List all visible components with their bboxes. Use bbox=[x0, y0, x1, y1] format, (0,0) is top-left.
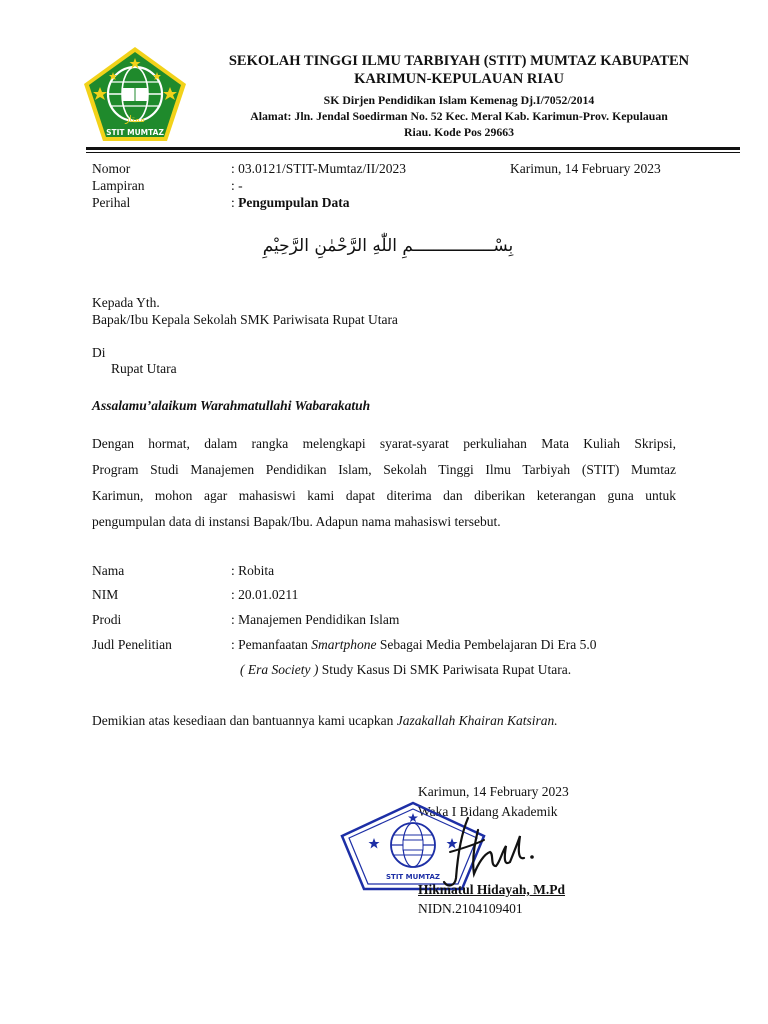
judul-value-line2 bbox=[240, 662, 571, 678]
header-rule-thick bbox=[86, 147, 740, 150]
lampiran-value: : - bbox=[231, 178, 243, 193]
institution-name bbox=[198, 52, 720, 88]
nama-value: : Robita bbox=[231, 563, 275, 578]
nim-value: : 20.01.0211 bbox=[231, 587, 299, 602]
judul-value bbox=[231, 637, 597, 653]
prodi-label: Prodi bbox=[92, 612, 122, 627]
lampiran-label: Lampiran bbox=[92, 178, 145, 193]
body-line-1: Dengan hormat, dalam rangka melengkapi syarat-syarat perkuliahan Mata Kuliah Skripsi, bbox=[92, 436, 676, 451]
body-line-4: pengumpulan data di instansi Bapak/Ibu. Adapun nama mahasiswi tersebut. bbox=[92, 514, 501, 529]
body-line-2: Program Studi Manajemen Pendidikan Islam, Sekolah Tinggi Ilmu Tarbiyah (STIT) Mumtaz bbox=[92, 462, 676, 477]
header-rule-thin bbox=[86, 152, 740, 153]
judul-prefix: : Pemanfaatan bbox=[231, 637, 312, 652]
perihal-value bbox=[231, 195, 350, 211]
judul2-rest: Study Kasus Di SMK Pariwisata Rupat Utara. bbox=[318, 662, 572, 677]
closing-sentence bbox=[92, 713, 558, 729]
letter-body bbox=[92, 431, 676, 535]
signatory-nidn: NIDN.2104109401 bbox=[418, 901, 523, 916]
nama-label: Nama bbox=[92, 563, 125, 578]
address-line1: Alamat: Jln. Jendal Soedirman No. 52 Kec. Meral Kab. Karimun-Prov. Kepulauan bbox=[250, 109, 668, 123]
recipient-di: Di bbox=[92, 345, 106, 360]
nim-label: NIM bbox=[92, 587, 119, 602]
closing-italic: Jazakallah Khairan Katsiran. bbox=[396, 713, 558, 728]
logo-arabic-text: ممتاز bbox=[125, 115, 145, 125]
logo-caption-text: STIT MUMTAZ bbox=[106, 128, 164, 137]
signature-date: Karimun, 14 February 2023 bbox=[418, 784, 569, 799]
institution-logo bbox=[80, 44, 190, 144]
closing-text: Demikian atas kesediaan dan bantuannya kami ucapkan bbox=[92, 713, 397, 728]
basmalah-calligraphy: بِسْــــــــــــــــمِ اللّٰهِ الرَّحْمٰنِ الرَّحِيْمِ bbox=[262, 236, 514, 256]
perihal-subject: Pengumpulan Data bbox=[238, 195, 350, 210]
institution-details bbox=[198, 92, 720, 140]
perihal-colon: : bbox=[231, 195, 239, 210]
nomor-label: Nomor bbox=[92, 161, 131, 176]
body-line-3: Karimun, mohon agar mahasiswi kami dapat diterima dan diberikan keterangan guna untuk bbox=[92, 488, 676, 503]
islamic-greeting: Assalamu’alaikum Warahmatullahi Wabarakatuh bbox=[92, 398, 371, 413]
recipient-place: Rupat Utara bbox=[111, 361, 177, 376]
stamp-caption: STIT MUMTAZ bbox=[386, 873, 440, 881]
judul-italic-word: Smartphone bbox=[311, 637, 377, 652]
institution-name-line1: SEKOLAH TINGGI ILMU TARBIYAH (STIT) MUMTAZ KABUPATEN bbox=[228, 53, 690, 69]
recipient-name: Bapak/Ibu Kepala Sekolah SMK Pariwisata Rupat Utara bbox=[92, 312, 398, 327]
institution-name-line2: KARIMUN-KEPULAUAN RIAU bbox=[354, 71, 564, 87]
judul-label: Judl Penelitian bbox=[92, 637, 172, 652]
judul-rest: Sebagai Media Pembelajaran Di Era 5.0 bbox=[376, 637, 597, 652]
address-line2: Riau. Kode Pos 29663 bbox=[403, 125, 515, 139]
decree-number: SK Dirjen Pendidikan Islam Kemenag Dj.I/7052/2014 bbox=[323, 93, 595, 107]
signatory-name: Hikmatul Hidayah, M.Pd bbox=[418, 882, 566, 897]
judul2-italic: ( Era Society ) bbox=[240, 662, 319, 677]
handwritten-signature bbox=[440, 812, 550, 892]
letter-date: Karimun, 14 February 2023 bbox=[510, 161, 661, 176]
signature-position: Waka I Bidang Akademik bbox=[418, 804, 558, 819]
recipient-salutation: Kepada Yth. bbox=[92, 295, 160, 310]
nomor-value: : 03.0121/STIT-Mumtaz/II/2023 bbox=[231, 161, 406, 176]
perihal-label: Perihal bbox=[92, 195, 131, 210]
prodi-value: : Manajemen Pendidikan Islam bbox=[231, 612, 400, 627]
